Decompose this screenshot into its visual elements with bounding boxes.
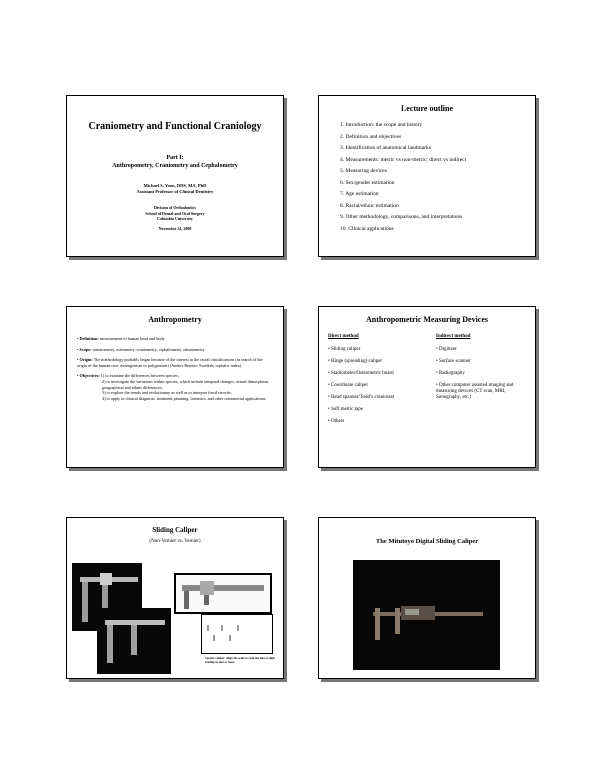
indirect-item: • Digitizer — [436, 347, 457, 352]
outline-item: 1. Introduction: the scope and history — [340, 122, 423, 128]
definition-label: Definition: — [79, 336, 99, 341]
slide-subtitle: (Non-Vernier vs. Vernier) — [149, 539, 201, 544]
direct-method-list — [328, 347, 436, 425]
author-name: Michael S. Yoon, DDS, MA, PhD — [143, 183, 207, 188]
indirect-item: • Other computer assisted imaging and measuring devices (CT scan, MRI, Sonography, etc.) — [436, 383, 514, 400]
outline-item: 5. Measuring devices — [340, 168, 387, 174]
slide-heading: Lecture outline — [400, 104, 454, 113]
author-title: Assistant Professor of Clinical Dentistry — [136, 189, 214, 194]
scope-text: somatometry, osteometry, craniometry, cephalometry, odontometry — [91, 346, 205, 352]
author-block — [67, 183, 283, 195]
objectives-label: Objectives: — [79, 373, 100, 379]
digital-caliper-photo — [353, 560, 500, 670]
caliper-sliding-jaw — [395, 608, 400, 634]
vernier-scale-diagram — [201, 614, 273, 654]
anthropometry-body — [77, 336, 273, 401]
direct-item: • Hinge (spreading) caliper — [328, 359, 383, 364]
outline-item: 2. Definition and objectives — [340, 133, 402, 140]
slide-lecture-outline — [318, 95, 536, 257]
methods-columns — [328, 334, 535, 431]
caliper-sliding-jaw — [131, 625, 137, 655]
caliper-slider — [200, 581, 214, 595]
slide-title — [66, 95, 284, 257]
objective-item: 3) to explore the trends and evolutionary as well as to interpret fossil records; — [102, 390, 232, 396]
caliper-photo-2 — [174, 573, 272, 614]
outline-item: 9. Other methodology, comparisons, and interpretations — [340, 214, 463, 220]
outline-item: 7. Age estimation — [340, 191, 379, 197]
objectives-block: • Objectives: 1) to examine the differences between species; 2) to investigate the variations within species, which include temporal changes, sexual dimorphism, geographical and ethnic differences; 3) to explore the trends and evolutionary as well as to interpret fossil records; 4) to apply in clinical diagnosis, treatment planning, forensics, and other commercial applications. — [77, 373, 273, 401]
outline-item: 4. Measurements: metric vs non-metric; direct vs indirect — [340, 156, 467, 163]
caliper-beam — [105, 620, 165, 625]
caliper-lcd-display — [405, 609, 419, 615]
part-block — [67, 154, 283, 170]
caliper-fixed-jaw — [375, 608, 380, 640]
outline-item: 3. Identification of anatomical landmarks — [340, 145, 431, 151]
direct-method-heading: Direct method — [328, 334, 359, 339]
presentation-title: Craniometry and Functional Craniology — [88, 121, 262, 132]
indirect-item: • Surface scanner — [436, 359, 471, 364]
caliper-fixed-jaw — [82, 582, 88, 622]
division: Division of Orthodontics — [153, 205, 196, 210]
objective-item: 4) to apply in clinical diagnosis, treatment planning, forensics, and other commercial applications. — [102, 395, 267, 401]
caliper-illustration-3 — [97, 608, 171, 674]
indirect-item: • Radiography — [436, 371, 465, 376]
slide-digital-caliper — [318, 517, 536, 679]
slide-measuring-devices — [318, 306, 536, 468]
caliper-beam — [182, 585, 264, 591]
school: School of Dental and Oral Surgery — [145, 210, 205, 216]
slide-sliding-caliper — [66, 517, 284, 679]
direct-item: • Stadiometer/Osteometric board — [328, 371, 394, 376]
origin-label: Origin: — [79, 357, 93, 363]
direct-item: • Sliding caliper — [328, 347, 361, 352]
institution-block — [67, 205, 283, 231]
objective-item: 2) to investigate the variations within species, which include temporal changes, sexual dimorphism, geographical and ethnic differences; — [102, 378, 269, 390]
scope-paragraph: • Scope: somatometry, osteometry, craniometry, cephalometry, odontometry — [77, 346, 205, 352]
outline-item: 10. Clinical applications — [340, 225, 394, 232]
slide-heading: The Mitutoyo Digital Sliding Caliper — [375, 538, 479, 545]
digital-caliper-illustration — [353, 560, 500, 670]
definition-paragraph: • Definition: measurement of human head and body — [77, 336, 165, 341]
direct-item: • Soft metric tape — [328, 407, 363, 412]
indirect-method-heading: Indirect method — [436, 334, 471, 339]
direct-item: • Others — [328, 419, 345, 424]
slide-heading: Anthropometric Measuring Devices — [365, 315, 489, 324]
caliper-illustration-2 — [176, 575, 270, 612]
university: Columbia University — [157, 216, 193, 221]
direct-method-column — [328, 334, 436, 431]
origin-paragraph: • Origin: The methodology probably began because of the interest in the racial classifications (in search of the origin of the human race: monogenism vs polygenism) (Anders Retzius: Swedish; cephalic index) — [77, 357, 263, 368]
outline-item: 6. Sex/gender estimation — [340, 179, 395, 186]
caliper-fixed-jaw — [184, 591, 189, 609]
outline-list — [340, 120, 535, 235]
indirect-method-list — [436, 347, 531, 401]
caliper-slider — [100, 573, 112, 585]
definition-text: measurement of human head and body — [98, 336, 165, 341]
outline-item: 8. Racial/ethnic estimation — [340, 202, 399, 209]
vernier-scale-drawing — [202, 615, 272, 653]
direct-item: • Coordinate caliper — [328, 383, 369, 388]
direct-item: • Head spanner/Todd’s craniostat — [328, 395, 394, 400]
indirect-method-column — [436, 334, 531, 431]
caliper-fixed-jaw — [107, 625, 113, 663]
slide-heading: Sliding Caliper — [152, 526, 198, 534]
slide-heading: Anthropometry — [148, 315, 202, 324]
origin-text: The methodology probably began because of the interest in the racial classifications (in search of the origin of the human race: monogenism vs polygenism) (Anders Retzius: Swedish; cephalic index) — [77, 357, 263, 368]
vernier-caption: Vernier caliper: Align the scale to read the mm or digit reading to mm or more — [205, 656, 275, 664]
part-subtitle: Anthropometry, Craniometry and Cephalometry — [112, 163, 238, 169]
scope-label: Scope: — [79, 346, 92, 352]
objective-item: 1) to examine the differences between species; — [100, 373, 179, 379]
slide-anthropometry — [66, 306, 284, 468]
lecture-date: November 24, 2008 — [158, 225, 192, 231]
caliper-photo-3 — [97, 608, 171, 674]
part-label: Part I: — [166, 155, 184, 161]
